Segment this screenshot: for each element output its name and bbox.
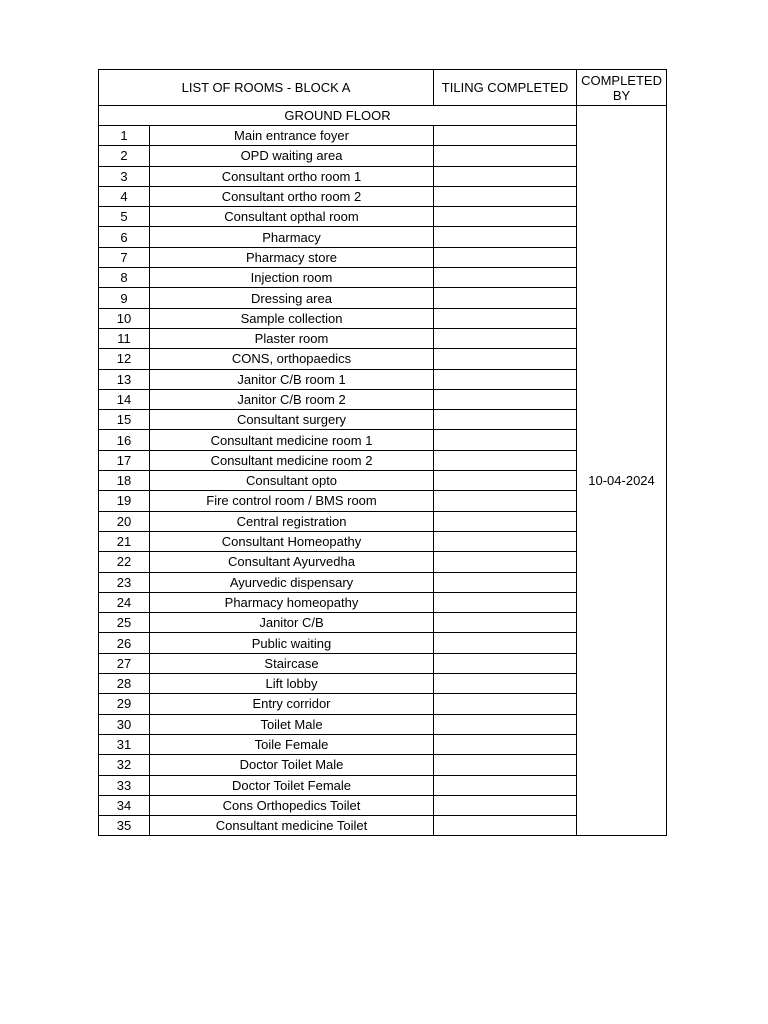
room-number: 20 bbox=[99, 511, 150, 531]
room-number: 18 bbox=[99, 471, 150, 491]
floor-by-cell bbox=[577, 106, 667, 126]
room-number: 3 bbox=[99, 166, 150, 186]
tiling-completed-cell bbox=[434, 572, 577, 592]
room-name: Consultant ortho room 2 bbox=[150, 186, 434, 206]
room-name: OPD waiting area bbox=[150, 146, 434, 166]
room-number: 30 bbox=[99, 714, 150, 734]
room-name: Consultant ortho room 1 bbox=[150, 166, 434, 186]
room-name: Plaster room bbox=[150, 328, 434, 348]
tiling-completed-cell bbox=[434, 633, 577, 653]
room-number: 33 bbox=[99, 775, 150, 795]
room-number: 15 bbox=[99, 410, 150, 430]
room-number: 4 bbox=[99, 186, 150, 206]
room-name: Consultant Homeopathy bbox=[150, 531, 434, 551]
tiling-completed-cell bbox=[434, 288, 577, 308]
room-name: Public waiting bbox=[150, 633, 434, 653]
tiling-completed-cell bbox=[434, 511, 577, 531]
room-list bbox=[99, 126, 667, 836]
room-number: 8 bbox=[99, 268, 150, 288]
tiling-completed-cell bbox=[434, 755, 577, 775]
room-name: Entry corridor bbox=[150, 694, 434, 714]
tiling-completed-cell bbox=[434, 694, 577, 714]
room-name: Pharmacy bbox=[150, 227, 434, 247]
room-name: Fire control room / BMS room bbox=[150, 491, 434, 511]
room-number: 5 bbox=[99, 207, 150, 227]
tiling-completed-cell bbox=[434, 308, 577, 328]
tiling-completed-cell bbox=[434, 674, 577, 694]
room-name: Toilet Male bbox=[150, 714, 434, 734]
room-number: 10 bbox=[99, 308, 150, 328]
room-name: Consultant Ayurvedha bbox=[150, 552, 434, 572]
room-number: 17 bbox=[99, 450, 150, 470]
tiling-completed-cell bbox=[434, 471, 577, 491]
tiling-completed-cell bbox=[434, 146, 577, 166]
room-name: Consultant opthal room bbox=[150, 207, 434, 227]
room-name: Janitor C/B room 1 bbox=[150, 369, 434, 389]
room-number: 16 bbox=[99, 430, 150, 450]
room-name: Lift lobby bbox=[150, 674, 434, 694]
room-number: 2 bbox=[99, 146, 150, 166]
room-number: 7 bbox=[99, 247, 150, 267]
tiling-completed-cell bbox=[434, 714, 577, 734]
room-name: Ayurvedic dispensary bbox=[150, 572, 434, 592]
tiling-completed-cell bbox=[434, 430, 577, 450]
room-name: Pharmacy store bbox=[150, 247, 434, 267]
room-number: 22 bbox=[99, 552, 150, 572]
room-number: 26 bbox=[99, 633, 150, 653]
room-number: 27 bbox=[99, 653, 150, 673]
tiling-completed-cell bbox=[434, 166, 577, 186]
tiling-completed-cell bbox=[434, 653, 577, 673]
room-name: Toile Female bbox=[150, 734, 434, 754]
room-number: 14 bbox=[99, 389, 150, 409]
room-number: 31 bbox=[99, 734, 150, 754]
tiling-completed-cell bbox=[434, 207, 577, 227]
room-name: Janitor C/B room 2 bbox=[150, 389, 434, 409]
room-name: Main entrance foyer bbox=[150, 126, 434, 146]
room-name: Pharmacy homeopathy bbox=[150, 592, 434, 612]
tiling-completed-header: TILING COMPLETED bbox=[434, 70, 577, 106]
room-number: 13 bbox=[99, 369, 150, 389]
room-number: 11 bbox=[99, 328, 150, 348]
room-number: 35 bbox=[99, 816, 150, 836]
room-name: Dressing area bbox=[150, 288, 434, 308]
tiling-completed-cell bbox=[434, 552, 577, 572]
tiling-completed-cell bbox=[434, 450, 577, 470]
room-number: 19 bbox=[99, 491, 150, 511]
tiling-completed-cell bbox=[434, 389, 577, 409]
room-number: 28 bbox=[99, 674, 150, 694]
rooms-table bbox=[98, 69, 667, 836]
room-number: 1 bbox=[99, 126, 150, 146]
room-name: Doctor Toilet Male bbox=[150, 755, 434, 775]
header-row bbox=[99, 70, 667, 106]
room-name: Staircase bbox=[150, 653, 434, 673]
floor-label: GROUND FLOOR bbox=[99, 106, 577, 126]
completed-by-header: COMPLETED BY bbox=[577, 70, 667, 106]
tiling-completed-cell bbox=[434, 328, 577, 348]
tiling-completed-cell bbox=[434, 491, 577, 511]
tiling-completed-cell bbox=[434, 227, 577, 247]
tiling-completed-cell bbox=[434, 349, 577, 369]
tiling-completed-cell bbox=[434, 734, 577, 754]
room-name: Consultant medicine room 2 bbox=[150, 450, 434, 470]
completed-date: 10-04-2024 bbox=[577, 126, 667, 836]
room-name: Consultant surgery bbox=[150, 410, 434, 430]
room-name: Injection room bbox=[150, 268, 434, 288]
tiling-completed-cell bbox=[434, 613, 577, 633]
room-number: 29 bbox=[99, 694, 150, 714]
tiling-completed-cell bbox=[434, 531, 577, 551]
room-name: Cons Orthopedics Toilet bbox=[150, 795, 434, 815]
room-number: 24 bbox=[99, 592, 150, 612]
tiling-completed-cell bbox=[434, 369, 577, 389]
room-number: 32 bbox=[99, 755, 150, 775]
room-number: 21 bbox=[99, 531, 150, 551]
floor-row bbox=[99, 106, 667, 126]
room-number: 34 bbox=[99, 795, 150, 815]
room-name: Janitor C/B bbox=[150, 613, 434, 633]
room-name: Doctor Toilet Female bbox=[150, 775, 434, 795]
room-number: 25 bbox=[99, 613, 150, 633]
room-name: Consultant medicine Toilet bbox=[150, 816, 434, 836]
room-number: 12 bbox=[99, 349, 150, 369]
room-name: Consultant medicine room 1 bbox=[150, 430, 434, 450]
tiling-completed-cell bbox=[434, 268, 577, 288]
room-name: Central registration bbox=[150, 511, 434, 531]
tiling-completed-cell bbox=[434, 126, 577, 146]
room-name: CONS, orthopaedics bbox=[150, 349, 434, 369]
room-number: 6 bbox=[99, 227, 150, 247]
tiling-completed-cell bbox=[434, 592, 577, 612]
room-name: Sample collection bbox=[150, 308, 434, 328]
tiling-completed-cell bbox=[434, 816, 577, 836]
room-name: Consultant opto bbox=[150, 471, 434, 491]
room-number: 23 bbox=[99, 572, 150, 592]
tiling-completed-cell bbox=[434, 247, 577, 267]
tiling-completed-cell bbox=[434, 410, 577, 430]
tiling-completed-cell bbox=[434, 775, 577, 795]
tiling-completed-cell bbox=[434, 795, 577, 815]
table-row bbox=[99, 126, 667, 146]
tiling-completed-cell bbox=[434, 186, 577, 206]
list-title-header: LIST OF ROOMS - BLOCK A bbox=[99, 70, 434, 106]
room-number: 9 bbox=[99, 288, 150, 308]
